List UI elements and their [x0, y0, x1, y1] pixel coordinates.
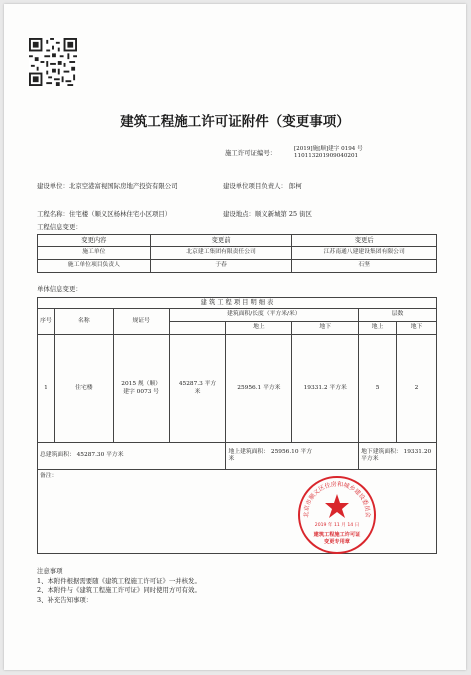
- row-no: 1: [38, 335, 55, 443]
- sum-above: [226, 443, 359, 470]
- row-floors-below: 2: [397, 335, 437, 443]
- change-row1-after: 江苏南通八建建设集团有限公司: [292, 247, 437, 260]
- change-row1-before: 北京建工集团有限责任公司: [150, 247, 292, 260]
- col-plan: 规证号: [113, 309, 169, 335]
- change-row2-item: 施工单位项目负责人: [38, 260, 151, 273]
- official-seal-icon: [296, 474, 378, 556]
- single-heading: 单体信息变更：: [37, 285, 82, 293]
- change-heading: 工程信息变更：: [37, 223, 82, 231]
- col-no: 序号: [38, 309, 55, 335]
- change-row1-item: 施工单位: [38, 247, 151, 260]
- notes-item-2: 2、本附件与《建筑工程施工许可证》同时使用方可有效。: [37, 586, 201, 595]
- col-floors: 层数: [359, 309, 437, 322]
- change-row2-before: 于春: [150, 260, 292, 273]
- row-below: 19331.2 平方米: [292, 335, 359, 443]
- change-header-content: 变更内容: [38, 235, 151, 247]
- col-area: 建筑面积/长度（平方米/米）: [169, 309, 359, 322]
- row-plan: [113, 335, 169, 443]
- row-plan-line2: 建字 0073 号: [123, 388, 160, 395]
- change-row2-after: 石坚: [292, 260, 437, 273]
- construction-site: 建设地点：顺义新城第 25 街区: [223, 210, 312, 218]
- permit-number-line1: [2019]施[顺]建字 0194 号: [294, 146, 363, 152]
- permit-number-label: 施工许可证编号：: [225, 149, 277, 157]
- sub-total: [169, 322, 226, 335]
- qr-code-icon: [29, 38, 77, 86]
- notes-heading: 注意事项: [37, 567, 63, 575]
- stamp-ring-text: 北京市顺义区住房和城乡建设委员会: [302, 480, 372, 518]
- table-row: [38, 247, 437, 260]
- row-name: 住宅楼: [54, 335, 113, 443]
- sum-total: 总建筑面积： 45287.30 平方米: [38, 443, 226, 470]
- construction-unit: 建设单位：北京空港富视国际房地产投资有限公司: [37, 182, 178, 190]
- floor-above: 地上: [359, 322, 397, 335]
- row-above: 25956.1 平方米: [226, 335, 292, 443]
- row-plan-line1: 2015 规（顺）: [121, 381, 162, 388]
- stamp-label-line2: 变更专用章: [324, 539, 350, 545]
- permit-number-line2: 110113201909040201: [294, 153, 359, 159]
- stamp-date: 2019 年 11 月 14 日: [314, 523, 360, 528]
- row-floors-above: 5: [359, 335, 397, 443]
- row-total: [169, 335, 226, 443]
- change-header-before: 变更前: [150, 235, 292, 247]
- table-row: [38, 260, 437, 273]
- row-total-line1: 45287.3 平方: [178, 381, 217, 388]
- sum-above-line1: 地上建筑面积： 25956.10 平方: [228, 448, 312, 455]
- sum-above-line2: 米: [228, 456, 235, 462]
- change-header-after: 变更后: [292, 235, 437, 247]
- notes-item-1: 1、本附件根据需要随《建筑工程施工许可证》一并核发。: [37, 576, 201, 585]
- notes-item-3: 3、补充告知事项：: [37, 595, 93, 604]
- floor-below: 地下: [397, 322, 437, 335]
- row-total-line2: 米: [194, 388, 201, 395]
- page-title: 建筑工程施工许可证附件（变更事项）: [120, 114, 350, 130]
- detail-caption: 建 筑 工 程 项 目 明 细 表: [38, 298, 437, 309]
- col-name: 名称: [54, 309, 113, 335]
- notes: [37, 567, 201, 605]
- project-name: 工程名称：住宅楼（顺义区杨林住宅小区项目）: [37, 210, 172, 218]
- sub-above: 地上: [226, 322, 292, 335]
- stamp-label-line1: 建筑工程施工许可证: [313, 532, 361, 538]
- remarks: 备注：: [38, 470, 437, 554]
- table-row: [38, 335, 437, 443]
- sum-below: 地下建筑面积： 19331.20 平方米: [359, 443, 437, 470]
- project-lead: 建设单位项目负责人： 郎柯: [223, 182, 302, 190]
- document-page: [4, 4, 466, 670]
- change-table: [37, 234, 437, 273]
- sub-below: 地下: [292, 322, 359, 335]
